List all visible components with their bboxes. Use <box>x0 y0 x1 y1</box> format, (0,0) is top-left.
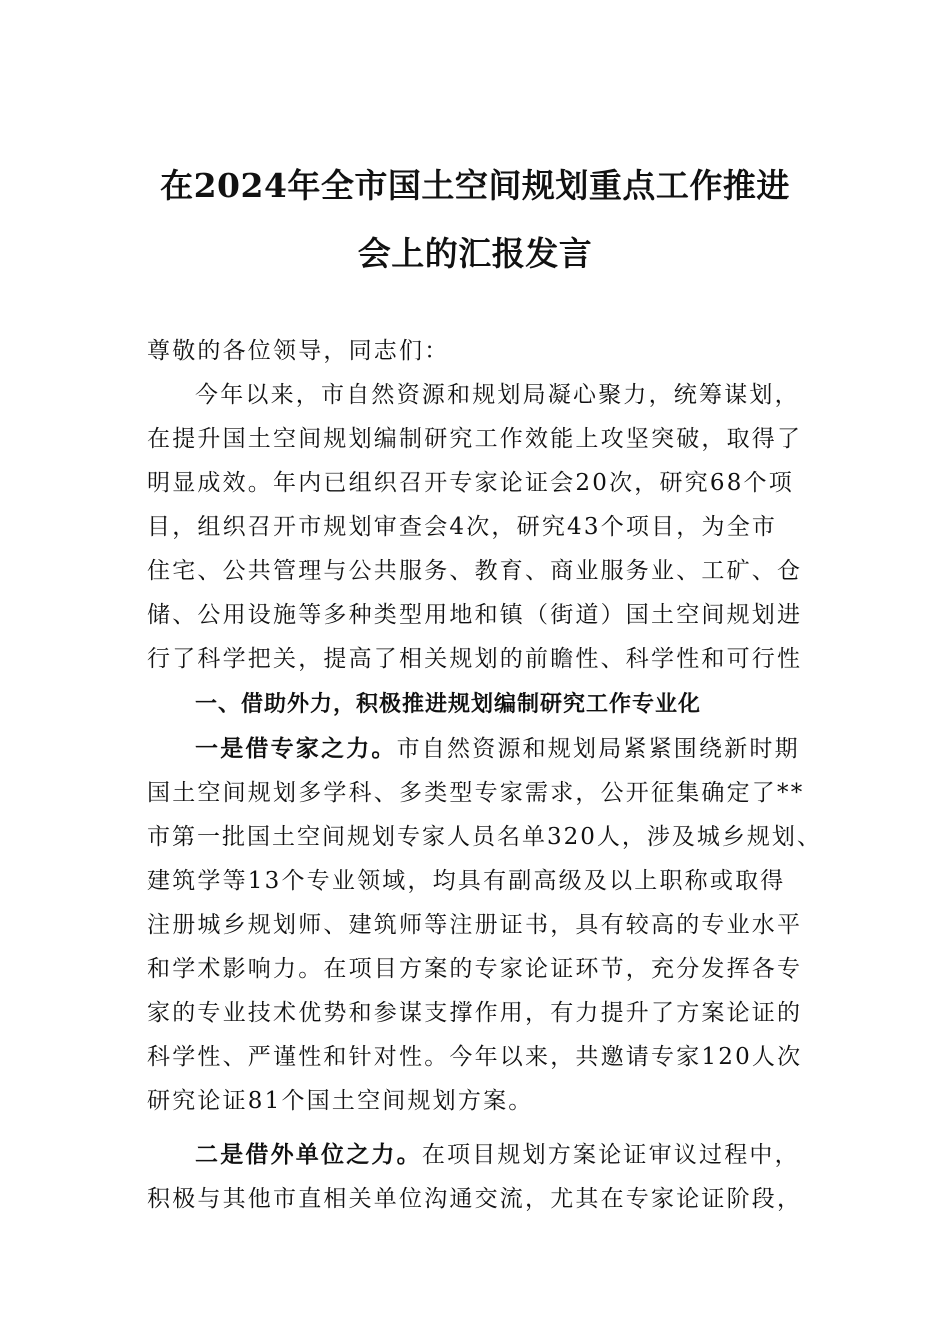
salutation: 尊敬的各位领导，同志们： <box>147 338 450 364</box>
paragraph-2-first-line <box>195 1140 875 1170</box>
document-title-line-2: 会上的汇报发言 <box>357 234 593 273</box>
paragraph-2-line: 积极与其他市直相关单位沟通交流，尤其在专家论证阶段， <box>147 1186 803 1212</box>
paragraph-1-line: 科学性、严谨性和针对性。今年以来，共邀请专家120人次 <box>147 1044 803 1070</box>
paragraph-2-lead: 二是借外单位之力。 <box>195 1141 422 1168</box>
intro-line: 明显成效。年内已组织召开专家论证会20次，研究68个项 <box>147 470 794 496</box>
document-title-line-1: 在2024年全市国土空间规划重点工作推进 <box>160 166 790 205</box>
paragraph-1-line: 注册城乡规划师、建筑师等注册证书，具有较高的专业水平 <box>147 912 803 938</box>
paragraph-1-line: 市第一批国土空间规划专家人员名单320人，涉及城乡规划、 <box>147 824 822 850</box>
intro-line: 住宅、公共管理与公共服务、教育、商业服务业、工矿、仓 <box>147 558 803 584</box>
paragraph-1-first-line-text: 市自然资源和规划局紧紧围绕新时期 <box>396 736 800 762</box>
paragraph-1-line: 建筑学等13个专业领域，均具有副高级及以上职称或取得 <box>147 868 786 894</box>
paragraph-1-lead: 一是借专家之力。 <box>195 735 397 762</box>
intro-line: 储、公用设施等多种类型用地和镇（街道）国土空间规划进 <box>147 602 803 628</box>
paragraph-1-line: 研究论证81个国土空间规划方案。 <box>147 1088 534 1114</box>
paragraph-1-first-line <box>195 734 875 764</box>
paragraph-1-line: 国土空间规划多学科、多类型专家需求，公开征集确定了** <box>147 780 805 806</box>
paragraph-2-first-line-text: 在项目规划方案论证审议过程中， <box>421 1142 800 1168</box>
intro-line: 在提升国土空间规划编制研究工作效能上攻坚突破，取得了 <box>147 426 803 452</box>
paragraph-1-line: 家的专业技术优势和参谋支撑作用，有力提升了方案论证的 <box>147 1000 803 1026</box>
section-heading: 一、借助外力，积极推进规划编制研究工作专业化 <box>195 692 702 717</box>
paragraph-1-line: 和学术影响力。在项目方案的专家论证环节，充分发挥各专 <box>147 956 803 982</box>
intro-line: 今年以来，市自然资源和规划局凝心聚力，统筹谋划， <box>195 382 800 408</box>
intro-line: 行了科学把关，提高了相关规划的前瞻性、科学性和可行性 <box>147 646 803 672</box>
intro-line: 目，组织召开市规划审查会4次，研究43个项目，为全市 <box>147 514 778 540</box>
